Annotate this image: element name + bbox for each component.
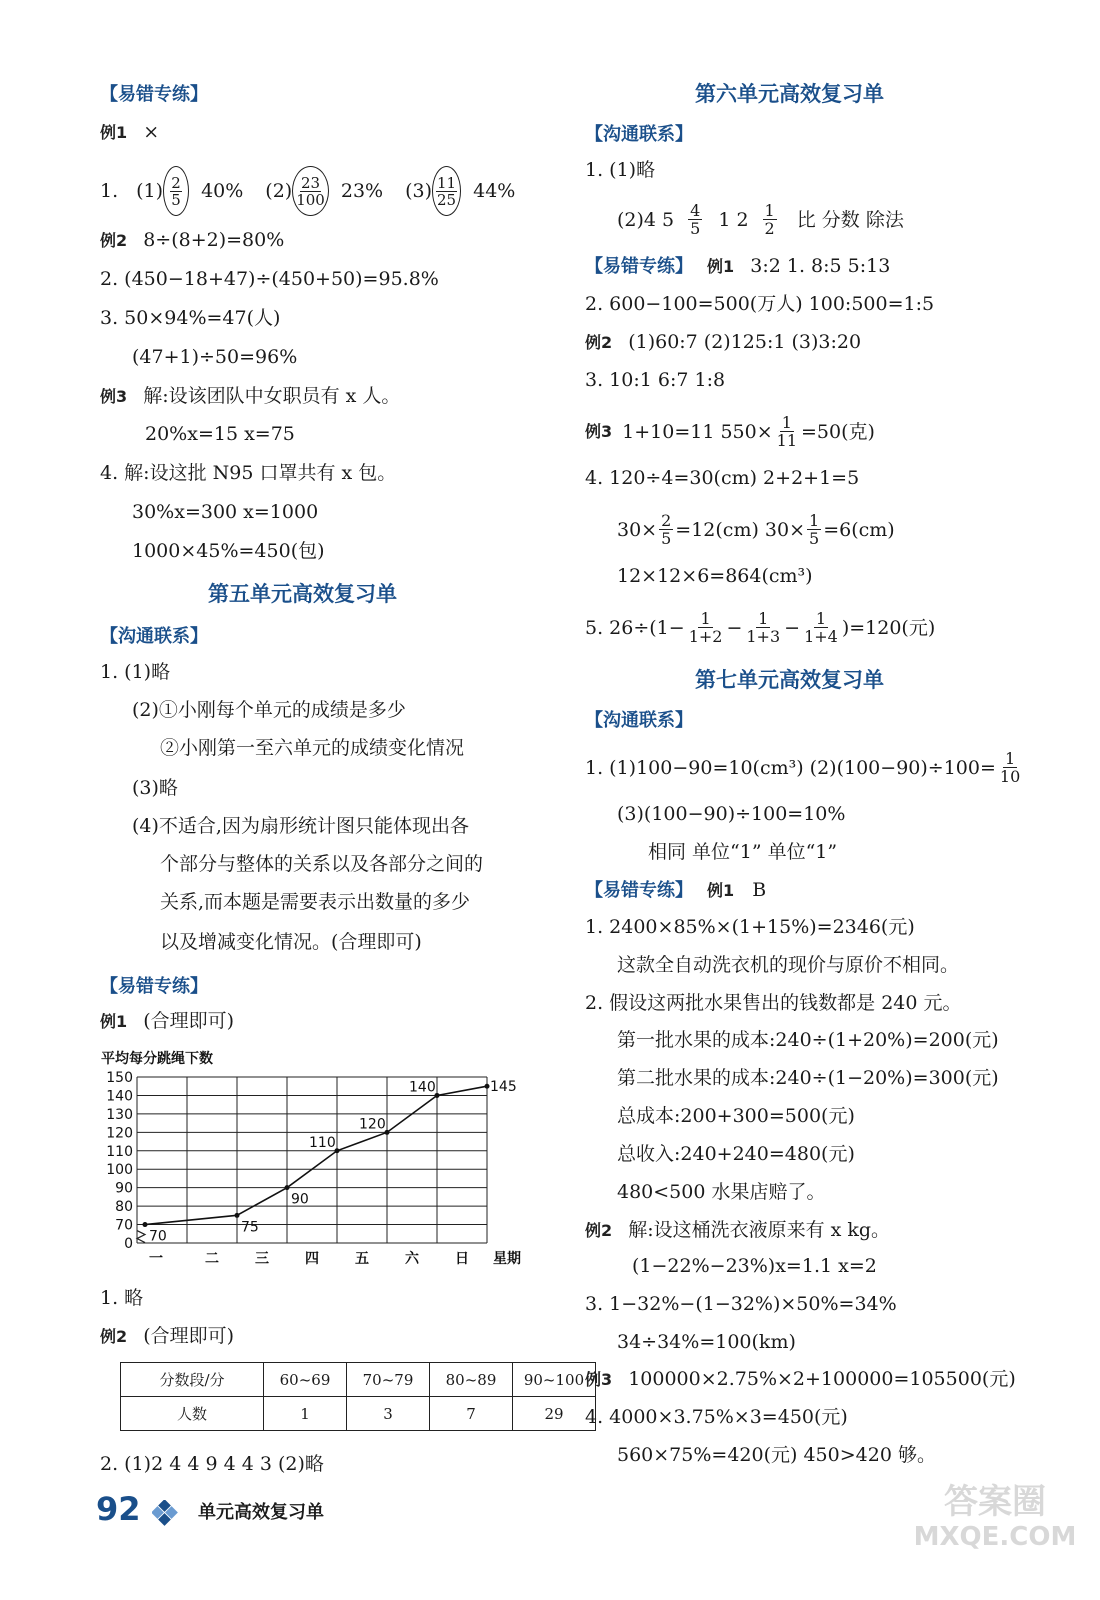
axis-break bbox=[137, 1231, 145, 1243]
y-tick-label: 70 bbox=[115, 1217, 133, 1234]
watermark bbox=[905, 1482, 1085, 1552]
answer: B bbox=[752, 879, 767, 901]
u7-line: 480<500 水果店赔了。 bbox=[617, 1181, 826, 1203]
unit-6-title: 第六单元高效复习单 bbox=[695, 82, 884, 106]
example-label: 例1 bbox=[100, 1012, 128, 1031]
unit-7-title: 第七单元高效复习单 bbox=[695, 668, 884, 692]
question-number: 1. bbox=[100, 180, 119, 202]
answer: 3:2 1. 8:5 5:13 bbox=[750, 255, 891, 277]
table-header-row bbox=[121, 1363, 596, 1397]
example-1b bbox=[100, 1009, 234, 1034]
example-2b bbox=[100, 1324, 234, 1349]
example-3 bbox=[100, 384, 400, 409]
table-cell: 90~100 bbox=[513, 1363, 596, 1397]
u7-line: 第一批水果的成本:240÷(1+20%)=200(元) bbox=[617, 1029, 999, 1051]
u6-line bbox=[617, 512, 895, 547]
u7-line: (3)(100−90)÷100=10% bbox=[617, 803, 846, 825]
answer: 解:设该团队中女职员有 x 人。 bbox=[143, 385, 401, 407]
unit5-line: ②小刚第一至六单元的成绩变化情况 bbox=[160, 737, 465, 759]
y-tick-label: 100 bbox=[106, 1162, 133, 1179]
circled-fraction: 2 5 bbox=[163, 166, 189, 216]
table-row bbox=[121, 1397, 596, 1431]
u6-line: 12×12×6=864(cm³) bbox=[617, 565, 813, 587]
x-tick-label: 二 bbox=[205, 1251, 219, 1267]
example-2 bbox=[100, 228, 284, 253]
fraction: $\frac{2}{5}$ bbox=[661, 511, 672, 548]
question-4: 4. 解:设这批 N95 口罩共有 x 包。 bbox=[100, 462, 397, 484]
section-header: 【易错专练】 bbox=[585, 880, 693, 901]
section-header: 【沟通联系】 bbox=[100, 626, 208, 647]
u7-line: 560×75%=420(元) 450>420 够。 bbox=[617, 1444, 936, 1466]
example-label: 例2 bbox=[585, 1221, 613, 1240]
table-cell: 1 bbox=[264, 1397, 347, 1431]
text: 比 分数 除法 bbox=[796, 208, 904, 231]
diamond-icon bbox=[152, 1500, 178, 1526]
x-axis-label: 星期 bbox=[493, 1251, 521, 1267]
question-4-line: 1000×45%=450(包) bbox=[132, 540, 325, 562]
y-tick-label: 130 bbox=[106, 1106, 133, 1123]
text: − bbox=[784, 616, 801, 639]
example-label: 例2 bbox=[100, 231, 128, 250]
fraction: $\frac{1}{1+3}$ bbox=[746, 609, 781, 646]
u7-line: 2. 假设这两批水果售出的钱数都是 240 元。 bbox=[585, 992, 962, 1014]
x-tick-label: 六 bbox=[405, 1251, 419, 1267]
text: =6(cm) bbox=[823, 518, 895, 541]
section-header: 【易错专练】 bbox=[100, 84, 208, 105]
data-label: 110 bbox=[309, 1134, 336, 1151]
u7-line bbox=[585, 750, 1024, 785]
circled-fraction: 23 100 bbox=[292, 166, 329, 216]
x-tick-label: 五 bbox=[355, 1251, 369, 1267]
text: 30× bbox=[617, 518, 658, 541]
example-label: 例2 bbox=[585, 333, 613, 352]
text: =50(克) bbox=[801, 420, 875, 443]
sub-label: (2) bbox=[265, 180, 293, 202]
unit5-q1: 1. 略 bbox=[100, 1287, 144, 1309]
unit5-line: 1. (1)略 bbox=[100, 661, 171, 683]
data-point bbox=[485, 1084, 490, 1089]
watermark-text: 答案圈 bbox=[944, 1482, 1046, 1522]
unit5-line: 个部分与整体的关系以及各部分之间的 bbox=[160, 853, 484, 875]
watermark-url: MXQE.COM bbox=[913, 1522, 1077, 1552]
x-tick-label: 四 bbox=[305, 1251, 319, 1267]
table-cell: 80~89 bbox=[430, 1363, 513, 1397]
section-header: 【沟通联系】 bbox=[585, 124, 693, 145]
text: (2)4 5 bbox=[617, 208, 675, 231]
data-point bbox=[235, 1213, 240, 1218]
example-2 bbox=[585, 330, 861, 355]
section-header: 【易错专练】 bbox=[100, 976, 208, 997]
example-label: 例1 bbox=[707, 257, 735, 276]
unit5-q2: 2. (1)2 4 4 9 4 4 3 (2)略 bbox=[100, 1453, 324, 1475]
x-tick-label: 日 bbox=[455, 1251, 469, 1267]
question-3-line: (47+1)÷50=96% bbox=[132, 346, 298, 368]
fraction: $\frac{1}{5}$ bbox=[809, 511, 820, 548]
series-line bbox=[145, 1086, 487, 1224]
table-cell: 人数 bbox=[121, 1397, 264, 1431]
table-cell: 29 bbox=[513, 1397, 596, 1431]
example-3b bbox=[585, 1367, 1016, 1392]
chart-title: 平均每分跳绳下数 bbox=[101, 1051, 213, 1067]
answer: 解:设这桶洗衣液原来有 x kg。 bbox=[628, 1219, 891, 1241]
fraction: $\frac{4}{5}$ bbox=[690, 201, 701, 238]
percent: 44% bbox=[473, 180, 516, 202]
data-label: 120 bbox=[359, 1116, 386, 1133]
fraction: $\frac{1}{2}$ bbox=[764, 201, 775, 238]
u7-line: (1−22%−23%)x=1.1 x=2 bbox=[632, 1255, 877, 1277]
answer: (合理即可) bbox=[143, 1325, 235, 1347]
example-3 bbox=[585, 414, 875, 449]
answer: (1)60:7 (2)125:1 (3)3:20 bbox=[628, 331, 862, 353]
text: 1+10=11 550× bbox=[622, 420, 773, 443]
y-tick-label: 90 bbox=[115, 1180, 133, 1197]
example-label: 例2 bbox=[100, 1327, 128, 1346]
score-table bbox=[120, 1362, 596, 1431]
section-row bbox=[585, 878, 766, 903]
table-cell: 70~79 bbox=[347, 1363, 430, 1397]
u7-line: 4. 4000×3.75%×3=450(元) bbox=[585, 1406, 848, 1428]
table-cell: 分数段/分 bbox=[121, 1363, 264, 1397]
answer: 100000×2.75%×2+100000=105500(元) bbox=[628, 1368, 1016, 1390]
u6-line bbox=[585, 610, 935, 645]
u7-line: 34÷34%=100(km) bbox=[617, 1331, 796, 1353]
x-tick-label: 一 bbox=[149, 1251, 163, 1267]
data-point bbox=[143, 1222, 148, 1227]
example-label: 例1 bbox=[707, 881, 735, 900]
u7-line: 3. 1−32%−(1−32%)×50%=34% bbox=[585, 1293, 897, 1315]
percent: 23% bbox=[340, 180, 384, 202]
question-2: 2. (450−18+47)÷(450+50)=95.8% bbox=[100, 268, 439, 290]
text: 1 2 bbox=[718, 208, 749, 231]
percent: 40% bbox=[201, 180, 244, 202]
footer-label: 单元高效复习单 bbox=[198, 1502, 324, 1523]
u6-line: 3. 10:1 6:7 1:8 bbox=[585, 369, 726, 391]
fraction: $\frac{1}{10}$ bbox=[999, 749, 1021, 786]
section-header: 【易错专练】 bbox=[585, 256, 693, 277]
y-tick-label: 80 bbox=[115, 1199, 133, 1216]
u7-line: 这款全自动洗衣机的现价与原价不相同。 bbox=[617, 954, 960, 976]
y-tick-label: 150 bbox=[106, 1070, 133, 1086]
data-label: 140 bbox=[409, 1079, 436, 1096]
answer: (合理即可) bbox=[143, 1010, 235, 1032]
unit5-line: 关系,而本题是需要表示出数量的多少 bbox=[160, 891, 471, 913]
data-label: 70 bbox=[149, 1228, 167, 1245]
u6-line: 4. 120÷4=30(cm) 2+2+1=5 bbox=[585, 467, 860, 489]
text: − bbox=[726, 616, 743, 639]
question-3: 3. 50×94%=47(人) bbox=[100, 307, 281, 329]
answer: 8÷(8+2)=80% bbox=[143, 229, 285, 251]
example-label: 例3 bbox=[585, 1370, 613, 1389]
data-label: 75 bbox=[241, 1219, 259, 1236]
x-tick-label: 三 bbox=[255, 1251, 269, 1267]
u7-line: 总收入:240+240=480(元) bbox=[617, 1143, 855, 1165]
example-label: 例3 bbox=[100, 387, 128, 406]
example-1 bbox=[100, 120, 159, 145]
section-row bbox=[585, 254, 890, 279]
data-label: 145 bbox=[490, 1079, 517, 1096]
y-tick-label: 120 bbox=[106, 1125, 133, 1142]
data-point bbox=[285, 1185, 290, 1190]
text: =12(cm) 30× bbox=[675, 518, 806, 541]
section-header: 【沟通联系】 bbox=[585, 710, 693, 731]
table-cell: 7 bbox=[430, 1397, 513, 1431]
fraction: $\frac{1}{1+4}$ bbox=[804, 609, 838, 646]
unit-5-title: 第五单元高效复习单 bbox=[208, 582, 397, 606]
fraction: $\frac{1}{11}$ bbox=[776, 413, 798, 450]
u6-line bbox=[617, 202, 904, 237]
table-cell: 60~69 bbox=[264, 1363, 347, 1397]
page-number: 92 bbox=[96, 1490, 141, 1528]
example-2b bbox=[585, 1218, 890, 1243]
u7-line: 总成本:200+300=500(元) bbox=[617, 1105, 855, 1127]
text: 5. 26÷(1− bbox=[585, 616, 685, 639]
text: )=120(元) bbox=[841, 616, 936, 639]
y-tick-label: 0 bbox=[124, 1236, 133, 1252]
fraction: $\frac{1}{1+2}$ bbox=[688, 609, 723, 646]
circled-fraction: 11 25 bbox=[432, 166, 461, 216]
example-label: 例3 bbox=[585, 421, 613, 441]
y-tick-label: 140 bbox=[106, 1088, 133, 1105]
u7-line: 相同 单位“1” 单位“1” bbox=[648, 841, 838, 863]
table-cell: 3 bbox=[347, 1397, 430, 1431]
sub-label: (1) bbox=[136, 180, 164, 202]
u7-line: 1. 2400×85%×(1+15%)=2346(元) bbox=[585, 916, 915, 938]
unit5-line: (2)①小刚每个单元的成绩是多少 bbox=[132, 699, 406, 721]
unit5-line: 以及增减变化情况。(合理即可) bbox=[160, 931, 422, 953]
text: 1. (1)100−90=10(cm³) (2)(100−90)÷100= bbox=[585, 756, 996, 779]
data-label: 90 bbox=[291, 1191, 309, 1208]
u6-line: 2. 600−100=500(万人) 100:500=1:5 bbox=[585, 293, 935, 315]
question-1 bbox=[100, 166, 515, 216]
u6-line: 1. (1)略 bbox=[585, 159, 656, 181]
line-chart bbox=[95, 1045, 525, 1275]
example-label: 例1 bbox=[100, 123, 128, 142]
question-4-line: 30%x=300 x=1000 bbox=[132, 501, 319, 523]
example-3-line: 20%x=15 x=75 bbox=[145, 423, 295, 445]
unit5-line: (3)略 bbox=[132, 777, 178, 799]
u7-line: 第二批水果的成本:240÷(1−20%)=300(元) bbox=[617, 1067, 999, 1089]
y-tick-label: 110 bbox=[106, 1143, 133, 1160]
sub-label: (3) bbox=[405, 180, 433, 202]
unit5-line: (4)不适合,因为扇形统计图只能体现出各 bbox=[132, 815, 469, 837]
answer: × bbox=[143, 121, 160, 143]
